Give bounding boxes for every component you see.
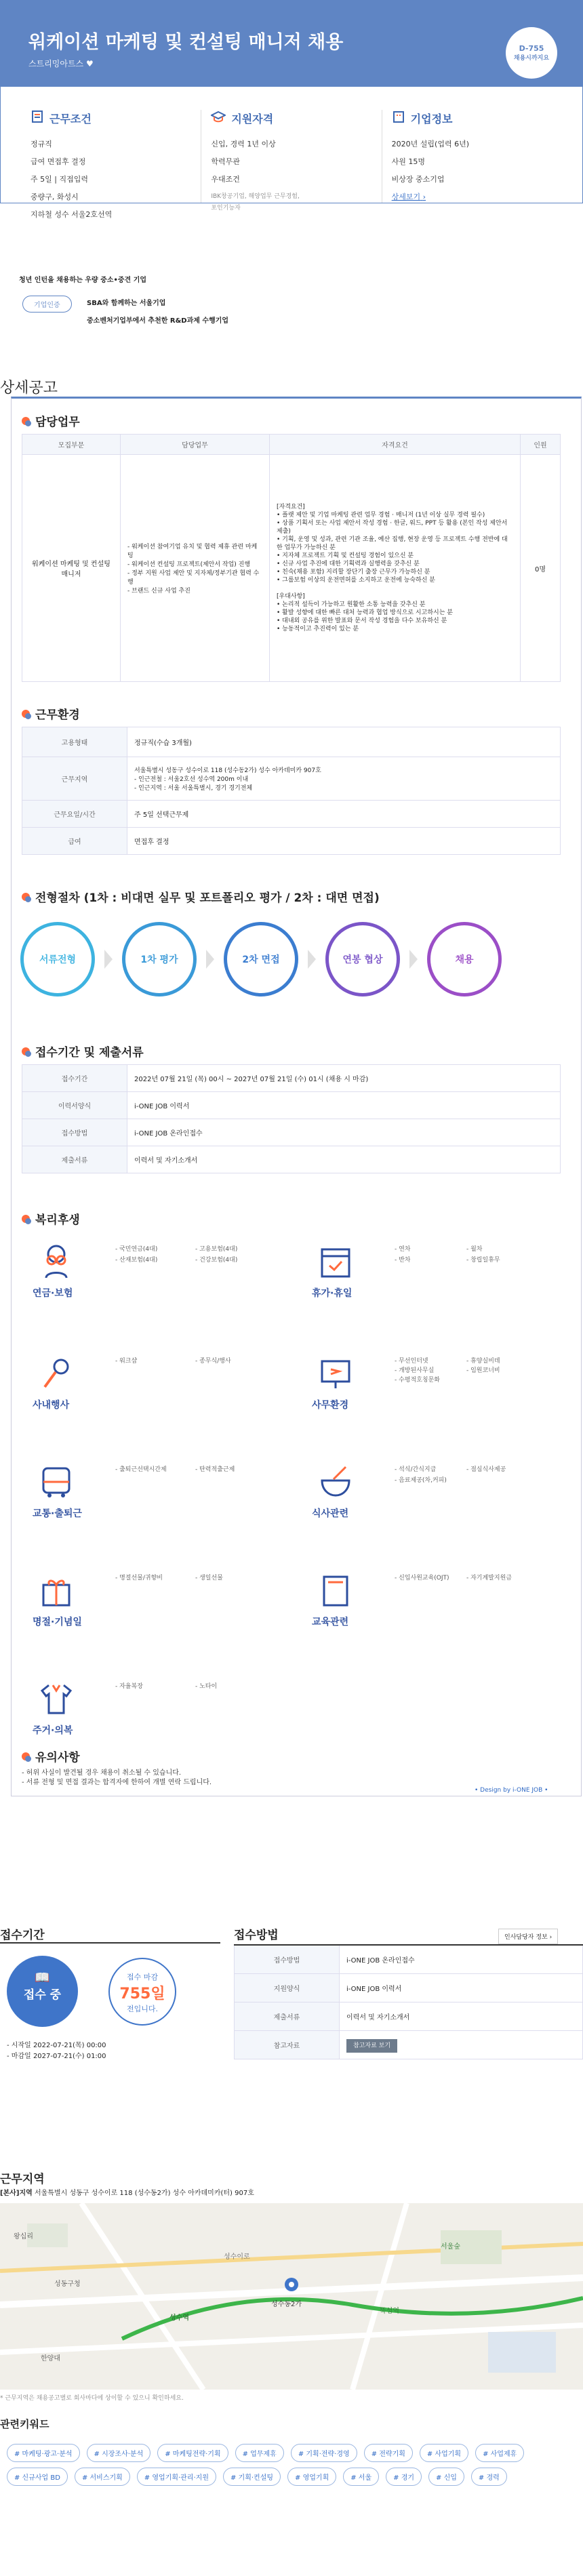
- keyword-tag[interactable]: # 신규사업 BD: [7, 2468, 68, 2486]
- bullet-icon: [22, 1215, 30, 1223]
- env-table: [22, 727, 561, 855]
- keyword-tag[interactable]: # 경력: [471, 2468, 507, 2486]
- welfare-item: - 출퇴근선택시간제: [115, 1466, 167, 1473]
- bullet-icon: [22, 417, 30, 425]
- bus-icon: [39, 1464, 73, 1502]
- preferred-2: 포인기능자: [211, 205, 241, 212]
- address-tag: [본사]지역: [0, 2190, 33, 2197]
- method-value: i-ONE JOB 이력서: [340, 1973, 583, 2002]
- company-type: 비상장 중소기업: [391, 175, 445, 184]
- calendar-icon: [319, 1244, 353, 1281]
- keyword-list: [0, 2444, 583, 2486]
- period-section-title: 접수기간 및 제출서류: [22, 1043, 144, 1060]
- gift-icon: [39, 1573, 73, 1610]
- map-canvas[interactable]: [0, 2203, 583, 2390]
- map-label: 뚝섬역: [380, 2308, 399, 2315]
- keyword-tag[interactable]: # 기획·전략·경영: [291, 2444, 357, 2462]
- notice-line: - 허위 사실이 발견될 경우 채용이 취소될 수 있습니다.: [22, 1769, 182, 1777]
- env-value: 서울특별시 성동구 성수이로 118 (성수동2가) 성수 아카데미카 907호 - 인근전철 : 서울2호선 성수역 200m 이내 - 인근지역 : 서울 서울특별시, 경기 경기전체: [127, 757, 561, 801]
- conditions-column: [21, 110, 201, 219]
- welfare-item: - 임원코너비: [466, 1367, 500, 1374]
- col-header: 담당업무: [121, 435, 270, 455]
- deadline-label: 접수 마감: [126, 1973, 158, 1981]
- method-title: 접수방법: [234, 1929, 279, 1942]
- certification-badge: 기업인증: [22, 296, 72, 313]
- welfare-item: - 휴양실비데: [466, 1358, 500, 1365]
- keyword-tag[interactable]: # 사업제휴: [475, 2444, 524, 2462]
- method-label: 접수방법: [235, 1945, 340, 1973]
- env-label: 급여: [22, 828, 127, 855]
- book-open-icon: 📖: [35, 1971, 50, 1985]
- glasses-person-icon: [39, 1244, 73, 1281]
- step-2: 1차 평가: [122, 922, 197, 997]
- method-value: 이력서 및 자기소개서: [340, 2002, 583, 2030]
- welfare-item: - 고용보험(4대): [195, 1246, 238, 1253]
- keyword-tag[interactable]: # 영업기획·관리·지원: [137, 2468, 216, 2486]
- method-label: 제출서류: [235, 2002, 340, 2030]
- welfare-item: - 무선인터넷: [395, 1358, 428, 1365]
- page-title: 워케이션 마케팅 및 컨설팅 매니저 채용: [28, 32, 344, 53]
- keyword-tag[interactable]: # 기획·컨설팅: [223, 2468, 281, 2486]
- env-label: 고용형태: [22, 727, 127, 757]
- arrow-right-icon: [400, 922, 427, 997]
- welfare-holiday: [33, 1573, 290, 1654]
- work-area: 중량구, 화성시: [31, 193, 79, 201]
- method-table: [234, 1944, 583, 2059]
- process-steps: [20, 922, 502, 997]
- employees: 사원 15명: [391, 157, 426, 166]
- welfare-item: - 신입사원교육(OJT): [395, 1575, 449, 1582]
- location-title: 근무지역: [0, 2173, 45, 2186]
- welfare-item: - 탄력적출근제: [195, 1466, 235, 1473]
- welfare-item: - 개방된사무실: [395, 1367, 435, 1374]
- welfare-item: - 점심식사제공: [466, 1466, 506, 1473]
- microphone-icon: [39, 1356, 73, 1393]
- welfare-item: - 워크샵: [115, 1358, 138, 1365]
- method-label: 지원양식: [235, 1973, 340, 2002]
- process-section-title: 전형절차 (1차 : 비대면 실무 및 포트폴리오 평가 / 2차 : 대면 면접): [22, 888, 380, 905]
- map[interactable]: [0, 2203, 583, 2390]
- period-value: i-ONE JOB 온라인접수: [127, 1119, 561, 1146]
- document-icon: [31, 110, 44, 126]
- welfare-meals: [312, 1464, 569, 1546]
- keyword-tag[interactable]: # 전략기획: [364, 2444, 413, 2462]
- env-label: 근무지역: [22, 757, 127, 801]
- duty-section-title: 담당업무: [22, 412, 80, 429]
- experience: 신입, 경력 1년 이상: [211, 140, 276, 148]
- location-note: * 근무지역은 채용공고별로 회사마다에 상이할 수 있으니 확인하세요.: [0, 2395, 184, 2402]
- hr-info-button[interactable]: 인사담당자 정보 ›: [498, 1929, 558, 1944]
- welfare-item: - 명절선물/귀향비: [115, 1575, 163, 1582]
- map-label: 서울숲: [441, 2243, 460, 2251]
- keywords-title: 관련키워드: [0, 2418, 49, 2430]
- preferred-label: 우대조건: [211, 175, 240, 184]
- welfare-item: - 월차: [466, 1246, 483, 1253]
- welfare-item: - 종무식/행사: [195, 1358, 231, 1365]
- welfare-item: - 창립일휴무: [466, 1257, 500, 1264]
- headcount-cell: 0명: [521, 455, 561, 682]
- step-4: 연봉 협상: [325, 922, 400, 997]
- reference-button[interactable]: 참고자료 보기: [346, 2039, 397, 2053]
- end-date: - 마감일 2027-07-21(수) 01:00: [7, 2053, 106, 2060]
- bullet-icon: [22, 1047, 30, 1055]
- welfare-name: 휴가·휴일: [312, 1288, 353, 1299]
- salary: 급여 면접후 결정: [31, 157, 86, 166]
- shirt-icon: [39, 1681, 73, 1718]
- map-label: 성수역: [169, 2314, 189, 2322]
- welfare-item: - 연차: [395, 1246, 411, 1253]
- graduation-cap-icon: [211, 110, 226, 126]
- perk-line-1: 청년 인턴을 채용하는 우량 중소•중견 기업: [19, 277, 147, 284]
- period-value: 2022년 07월 21일 (목) 00시 ~ 2027년 07월 21일 (수) 01시 (채용 시 마감): [127, 1065, 561, 1092]
- bullet-icon: [22, 893, 30, 901]
- period-table: [22, 1064, 561, 1173]
- chevron-right-icon: ›: [549, 1934, 552, 1941]
- welfare-name: 주거·의복: [33, 1725, 73, 1736]
- chevron-right-icon: ›: [422, 193, 426, 201]
- welfare-name: 사내행사: [33, 1400, 70, 1411]
- founded: 2020년 설립(업력 6년): [391, 140, 469, 148]
- welfare-name: 교육관련: [312, 1617, 349, 1628]
- qualification-column: [201, 110, 381, 212]
- keyword-tag[interactable]: # 서울: [343, 2468, 379, 2486]
- design-credit: • Design by i-ONE JOB •: [475, 1787, 548, 1794]
- period-value: i-ONE JOB 이력서: [127, 1092, 561, 1119]
- header-banner: [0, 0, 583, 87]
- role-cell: 워케이션 마케팅 및 컨설팅 매니저: [22, 455, 121, 682]
- welfare-item: - 음료제공(차,커피): [395, 1477, 447, 1484]
- map-label: 성수이로: [224, 2253, 250, 2261]
- book-icon: [319, 1573, 353, 1610]
- divider: [0, 1942, 220, 1944]
- welfare-name: 연금·보험: [33, 1288, 73, 1299]
- summary-panel: [0, 87, 583, 219]
- days-remaining: 755일: [119, 1986, 165, 2003]
- env-section-title: 근무환경: [22, 705, 80, 722]
- company-column: [382, 110, 562, 203]
- perk-line-2: SBA와 함께하는 서울기업: [87, 300, 166, 307]
- method-value: i-ONE JOB 온라인접수: [340, 1945, 583, 1973]
- education: 학력무관: [211, 157, 240, 166]
- period-value: 이력서 및 자기소개서: [127, 1146, 561, 1173]
- perk-line-3: 중소벤처기업부에서 추천한 R&D과제 수행기업: [87, 317, 229, 325]
- period-label: 접수방법: [22, 1119, 127, 1146]
- keyword-tag[interactable]: # 업무제휴: [235, 2444, 284, 2462]
- welfare-name: 명절·기념일: [33, 1617, 82, 1628]
- requirements-cell: [자격요건] • 플랫 제안 및 기업 마케팅 관련 업무 경험 · 매니저 (1년 이상 실무 경력 필수) • 상품 기획서 또는 사업 제안서 작성 경험 · 한글, 워드, PPT 등 활용 (본인 작성 제안서 제출) • 기획, 운영 및 성과, 관련 기관 조율, 예산 집행, 현장 운영 등 프로젝트 수행 전반에 대한 업무가 가능하신 분 • 지자체 프로젝트 기획 및 컨설팅 경험이 있으신 분 • 신규 사업 추진에 대한 기획력과 실행력을 갖추신 분 • 친숙(채용 포함) 지리할 장단기 출장 근무가 가능하신 분 • 그룹보험 이상의 운전면허를 소지하고 운전에 능숙하신 분 [우대사항] • 논리적 설득이 가능하고 원활한 소통 능력을 갖추신 분 • 활발 성향에 대한 빠른 대처 능력과 협업 방식으로 시고하시는 분 • 대내외 공유를 위한 발표와 문서 작성 경험을 다수 보유하신 분 • 능동적이고 추진력이 있는 분: [270, 455, 521, 682]
- welfare-item: - 자율복장: [115, 1683, 143, 1690]
- preferred-1: IBK창공기업, 해양업무 근무경험,: [211, 193, 300, 200]
- welfare-item: - 국민연금(4대): [115, 1246, 158, 1253]
- keyword-tag[interactable]: # 신입: [428, 2468, 464, 2486]
- map-label: 성수동2가: [271, 2301, 302, 2308]
- keyword-tag[interactable]: # 사업기획: [420, 2444, 468, 2462]
- arrow-right-icon: [197, 922, 224, 997]
- col-header: 인원: [521, 435, 561, 455]
- welfare-item: - 반차: [395, 1257, 411, 1264]
- tasks-cell: - 워케이션 참여기업 유치 및 협력 제휴 관련 마케팅 - 워케이션 컨설팅 프로젝트(제안서 작업) 진행 - 정부 지원 사업 제안 및 지자체/정부기관 협력 수행 - 브랜드 신규 사업 추진: [121, 455, 270, 682]
- map-label: 한양대: [41, 2355, 60, 2362]
- step-5: 채용: [427, 922, 502, 997]
- bullet-icon: [22, 710, 30, 718]
- building-icon: [392, 110, 405, 126]
- deadline-circle: [108, 1958, 176, 2026]
- monitor-icon: [319, 1356, 353, 1393]
- welfare-name: 사무환경: [312, 1400, 349, 1411]
- welfare-name: 교통·출퇴근: [33, 1508, 82, 1519]
- welfare-section-title: 복리후생: [22, 1210, 80, 1227]
- company-title: 기업정보: [410, 112, 453, 125]
- env-value: 면접후 결정: [127, 828, 561, 855]
- welfare-item: - 노타이: [195, 1683, 218, 1690]
- map-label: 왕십리: [14, 2233, 33, 2240]
- address: 서울특별시 성동구 성수이로 118 (성수동2가) 성수 아카데미카(터) 907호: [34, 2190, 254, 2197]
- company-detail-link[interactable]: 상세보기 ›: [391, 193, 426, 201]
- remain-text: 전입니다.: [126, 2005, 158, 2013]
- step-1: 서류전형: [20, 922, 95, 997]
- welfare-education: [312, 1573, 569, 1654]
- notice-section-title: 유의사항: [22, 1748, 80, 1765]
- arrow-right-icon: [298, 922, 325, 997]
- welfare-office: [312, 1356, 569, 1437]
- notice-line: - 서류 전형 및 면접 결과는 합격자에 한하여 개별 연락 드립니다.: [22, 1779, 212, 1786]
- rice-bowl-icon: [319, 1464, 353, 1502]
- qualification-title: 지원자격: [231, 112, 274, 125]
- keyword-tag[interactable]: # 영업기획: [287, 2468, 336, 2486]
- apply-status-circle: [7, 1956, 78, 2027]
- welfare-events: [33, 1356, 290, 1437]
- arrow-right-icon: [95, 922, 122, 997]
- keyword-tag[interactable]: # 서비스기획: [75, 2468, 130, 2486]
- welfare-item: - 생일선물: [195, 1575, 223, 1582]
- welfare-pension: [33, 1244, 290, 1325]
- duty-table: [22, 434, 561, 682]
- keyword-tag[interactable]: # 마케팅전략·기획: [157, 2444, 228, 2462]
- conditions-title: 근무조건: [49, 112, 92, 125]
- step-3: 2차 면접: [224, 922, 298, 997]
- heart-icon[interactable]: ♥: [85, 59, 94, 68]
- keyword-tag[interactable]: # 마케팅·광고·분석: [7, 2444, 80, 2462]
- subway: 지하철 성수 서울2호선역: [31, 210, 113, 219]
- col-header: 모집부문: [22, 435, 121, 455]
- env-value: 정규직(수습 3개월): [127, 727, 561, 757]
- map-label: 성동구청: [54, 2280, 81, 2288]
- keyword-tag[interactable]: # 시장조사·분석: [87, 2444, 151, 2462]
- method-label: 참고자료: [235, 2030, 340, 2059]
- env-label: 근무요일/시간: [22, 801, 127, 828]
- welfare-item: - 석식/간식지급: [395, 1466, 437, 1473]
- welfare-item: - 수평적호칭문화: [395, 1377, 440, 1384]
- env-value: 주 5일 선택근무제: [127, 801, 561, 828]
- welfare-item: - 자기계발지원금: [466, 1575, 512, 1582]
- start-date: - 시작일 2022-07-21(목) 00:00: [7, 2042, 106, 2049]
- period-label: 이력서양식: [22, 1092, 127, 1119]
- col-header: 자격요건: [270, 435, 521, 455]
- workdays: 주 5일 | 직접입력: [31, 175, 88, 184]
- welfare-item: - 건강보험(4대): [195, 1257, 238, 1264]
- welfare-vacation: [312, 1244, 569, 1325]
- apply-period-title: 접수기간: [0, 1929, 45, 1942]
- employment-type: 정규직: [31, 140, 52, 148]
- period-label: 제출서류: [22, 1146, 127, 1173]
- keyword-tag[interactable]: # 경기: [386, 2468, 422, 2486]
- detail-heading: 상세공고: [0, 380, 58, 397]
- welfare-name: 식사관련: [312, 1508, 349, 1519]
- company-name[interactable]: 스트리밍아트스 ♥: [28, 59, 94, 68]
- dday-badge: D-755 채용시까지요: [506, 27, 557, 79]
- period-label: 접수기간: [22, 1065, 127, 1092]
- apply-status: 접수 중: [23, 1988, 62, 2002]
- welfare-item: - 산재보험(4대): [115, 1257, 158, 1264]
- bullet-icon: [22, 1752, 30, 1760]
- welfare-commute: [33, 1464, 290, 1546]
